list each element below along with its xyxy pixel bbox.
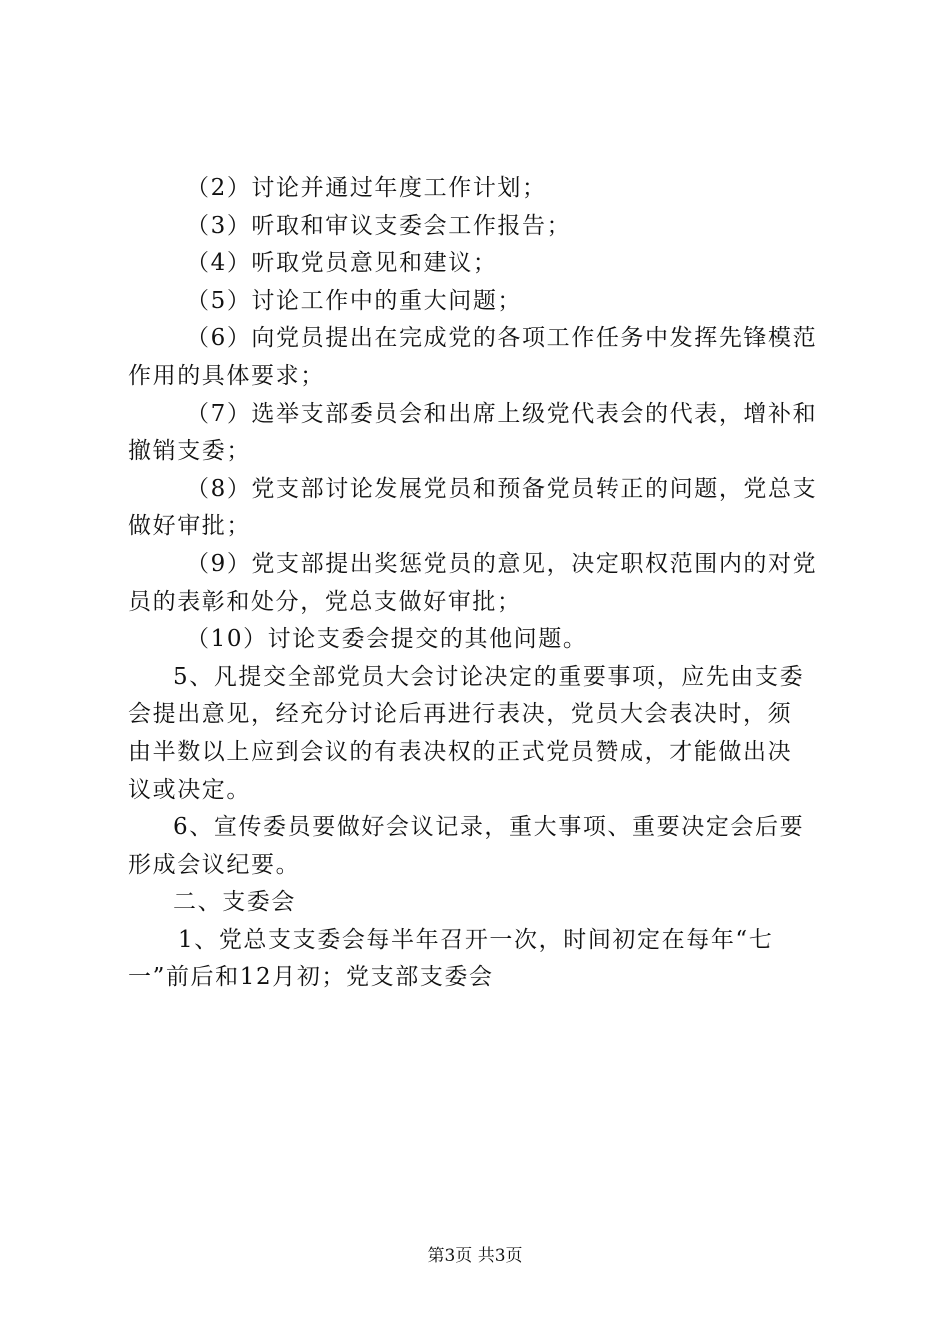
paragraph-6-line-2: 形成会议纪要。: [128, 851, 301, 878]
paragraph-5-line-4: 议或决定。: [128, 776, 251, 803]
list-item-8-line-2: 做好审批；: [128, 513, 251, 540]
paragraph-5-line-2: 会提出意见，经充分讨论后再进行表决，党员大会表决时，须: [128, 701, 793, 728]
list-item-7-line-2: 撤销支委；: [128, 438, 251, 465]
paragraph-5-line-3: 由半数以上应到会议的有表决权的正式党员赞成，才能做出决: [128, 738, 793, 765]
list-item-6-line-2: 作用的具体要求；: [128, 362, 325, 389]
section-heading-committee: 二、支委会: [173, 889, 296, 916]
list-item-2: （2）讨论并通过年度工作计划；: [186, 175, 547, 201]
list-item-8-line-1: （8）党支部讨论发展党员和预备党员转正的问题，党总支: [186, 475, 818, 502]
list-item-9-line-1: （9）党支部提出奖惩党员的意见，决定职权范围内的对党: [186, 550, 818, 577]
document-body: [128, 170, 833, 997]
list-item-10: （10）讨论支委会提交的其他问题。: [186, 626, 588, 653]
list-item-7-line-1: （7）选举支部委员会和出席上级党代表会的代表，增补和: [186, 400, 818, 427]
list-item-4: （4）听取党员意见和建议；: [186, 250, 498, 277]
list-item-6-line-1: （6）向党员提出在完成党的各项工作任务中发挥先锋模范: [186, 325, 818, 352]
paragraph-6-line-1: 6、宣传委员要做好会议记录，重大事项、重要决定会后要: [173, 814, 805, 841]
list-item-5: （5）讨论工作中的重大问题；: [186, 287, 523, 314]
paragraph-5-line-1: 5、凡提交全部党员大会讨论决定的重要事项，应先由支委: [173, 663, 805, 690]
page-number-footer: 第3页 共3页: [427, 1246, 523, 1266]
paragraph-committee-line-1: 1、党总支支委会每半年召开一次，时间初定在每年“七: [178, 926, 774, 953]
list-item-3: （3）听取和审议支委会工作报告；: [186, 212, 572, 239]
paragraph-committee-line-2: 一”前后和12月初；党支部支委会: [128, 964, 494, 991]
list-item-9-line-2: 员的表彰和处分，党总支做好审批；: [128, 588, 522, 615]
